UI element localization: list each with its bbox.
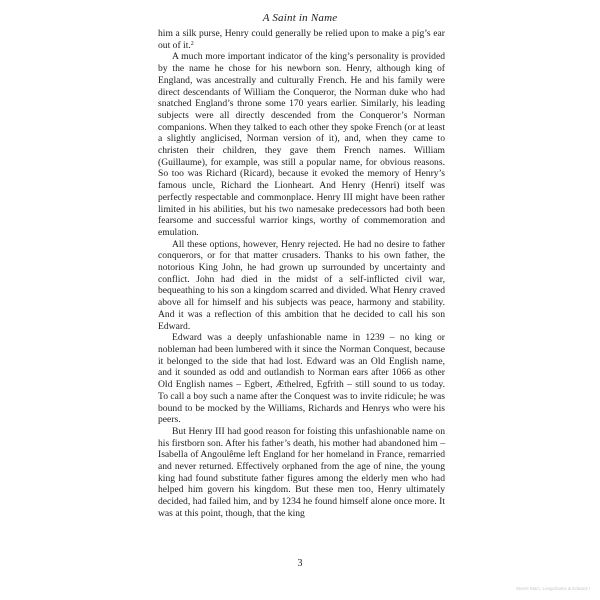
- paragraph: Edward was a deeply unfashionable name in 1239 – no king or nobleman had been lumbered with it since the Norman Conquest, because it belonged to the side that had lost. Edward was an Old English name, and it sounded as odd and outlandish to Norman ears after 1066 as other Old English names – Egbert, Æthelred, Egfrith – still sound to us today. To call a boy such a name after the Conquest was to invite ridicule; he was bound to be mocked by the Williams, Richards and Henrys who were his peers.: [158, 332, 445, 426]
- body-text: [158, 28, 445, 520]
- paragraph: All these options, however, Henry rejected. He had no desire to father conquerors, or for that matter crusaders. Thanks to his own father, the notorious King John, he had grown up surrounded by uncertainty and conflict. John had died in the midst of a self-inflicted civil war, bequeathing to his son a kingdom scarred and divided. What Henry craved above all for himself and his subjects was peace, harmony and stability. And it was a reflection of this ambition that he decided to call his son Edward.: [158, 238, 445, 332]
- paragraph-continuation-text: him a silk purse, Henry could generally be relied upon to make a pig’s ear out of it.: [158, 28, 445, 51]
- footnote-reference: 2: [190, 40, 194, 47]
- paragraph: A much more important indicator of the king’s personality is provided by the name he chose for his newborn son. Henry, although king of England, was ancestrally and culturally French. He and his family were direct descendants of William the Conqueror, the Norman duke who had snatched England’s throne some 170 years earlier. Similarly, his leading subjects were all directly descended from the Conqueror’s Norman companions. When they talked to each other they spoke French (or at least a slightly anglicised, Norman version of it), and, when they came to christen their children, they gave them French names. William (Guillaume), for example, was still a popular name, for obvious reasons. So too was Richard (Ricard), because it evoked the memory of Henry’s famous uncle, Richard the Lionheart. And Henry (Henri) itself was perfectly respectable and commonplace. Henry III might have been rather limited in his abilities, but his two namesake predecessors had both been fearsome and successful warrior kings, worthy of commemoration and emulation.: [158, 51, 445, 238]
- watermark: Morris Marc, Longshanks & Edward I: [516, 586, 590, 591]
- page-number: 3: [297, 558, 303, 569]
- paragraph: But Henry III had good reason for foisting this unfashionable name on his firstborn son. After his father’s death, his mother had abandoned him – Isabella of Angoulême left England for her homeland in France, remarried and never returned. Effectively orphaned from the age of nine, the young king had found substitute father figures among the elderly men who had helped him govern his kingdom. But these men too, Henry ultimately decided, had failed him, and by 1234 he found himself alone once more. It was at this point, though, that the king: [158, 425, 445, 519]
- running-header: A Saint in Name: [262, 12, 338, 24]
- paragraph-continuation: [158, 28, 445, 51]
